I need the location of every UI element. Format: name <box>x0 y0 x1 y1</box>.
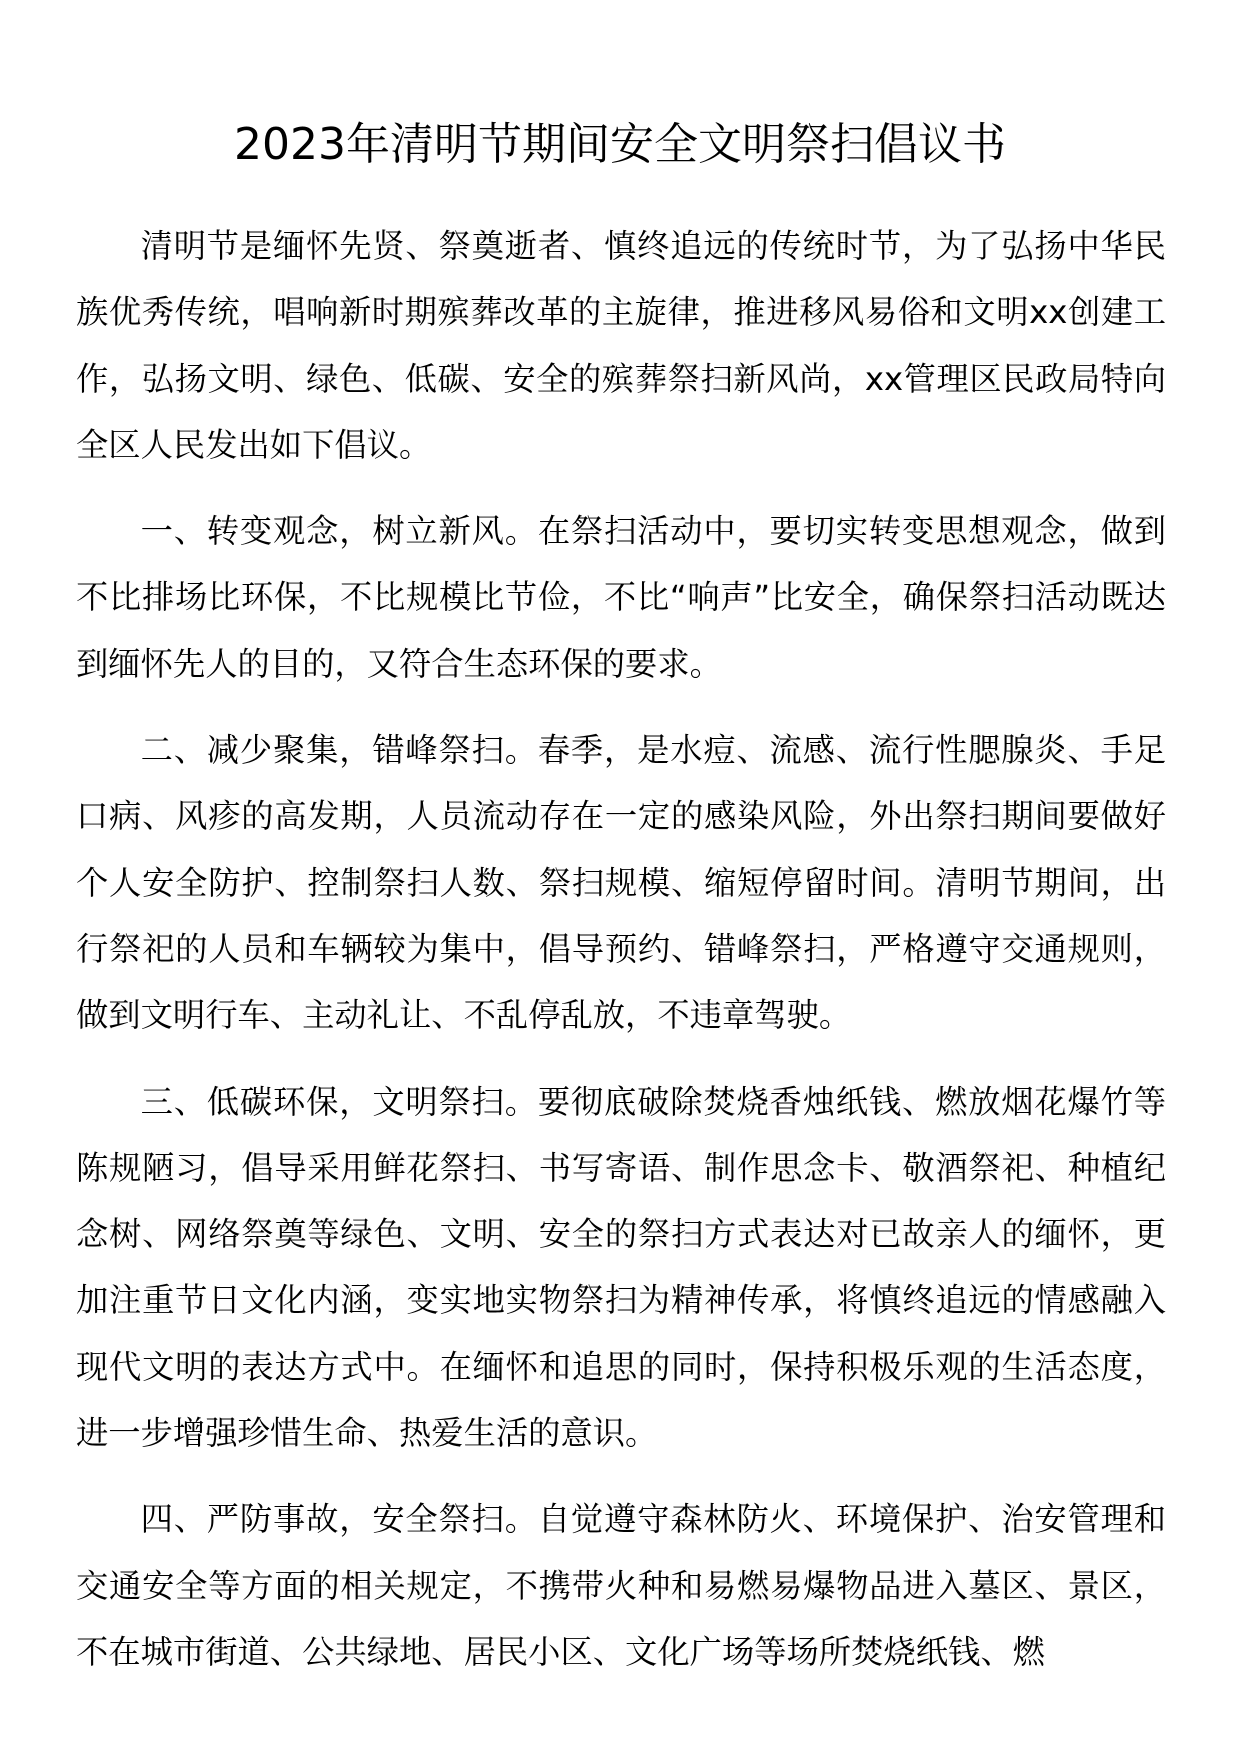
paragraph-intro: 清明节是缅怀先贤、祭奠逝者、慎终追远的传统时节，为了弘扬中华民族优秀传统，唱响新时期殡葬改革的主旋律，推进移风易俗和文明xx创建工作，弘扬文明、绿色、低碳、安全的殡葬祭扫新风尚，xx管理区民政局特向全区人民发出如下倡议。 <box>76 227 1166 464</box>
document-body <box>76 213 1166 1705</box>
paragraph-point-1: 一、转变观念，树立新风。在祭扫活动中，要切实转变思想观念，做到不比排场比环保，不比规模比节俭，不比“响声”比安全，确保祭扫活动既达到缅怀先人的目的，又符合生态环保的要求。 <box>76 512 1166 683</box>
paragraph-point-2: 二、减少聚集，错峰祭扫。春季，是水痘、流感、流行性腮腺炎、手足口病、风疹的高发期，人员流动存在一定的感染风险，外出祭扫期间要做好个人安全防护、控制祭扫人数、祭扫规模、缩短停留时间。清明节期间，出行祭祀的人员和车辆较为集中，倡导预约、错峰祭扫，严格遵守交通规则，做到文明行车、主动礼让、不乱停乱放，不违章驾驶。 <box>76 731 1166 1035</box>
document-title: 2023年清明节期间安全文明祭扫倡议书 <box>234 119 1006 170</box>
paragraph-point-3: 三、低碳环保，文明祭扫。要彻底破除焚烧香烛纸钱、燃放烟花爆竹等陈规陋习，倡导采用鲜花祭扫、书写寄语、制作思念卡、敬酒祭祀、种植纪念树、网络祭奠等绿色、文明、安全的祭扫方式表达对已故亲人的缅怀，更加注重节日文化内涵，变实地实物祭扫为精神传承，将慎终追远的情感融入现代文明的表达方式中。在缅怀和追思的同时，保持积极乐观的生活态度，进一步增强珍惜生命、热爱生活的意识。 <box>76 1082 1166 1453</box>
paragraph-point-4: 四、严防事故，安全祭扫。自觉遵守森林防火、环境保护、治安管理和交通安全等方面的相关规定，不携带火种和易燃易爆物品进入墓区、景区，不在城市街道、公共绿地、居民小区、文化广场等场所焚烧纸钱、燃 <box>76 1500 1166 1671</box>
